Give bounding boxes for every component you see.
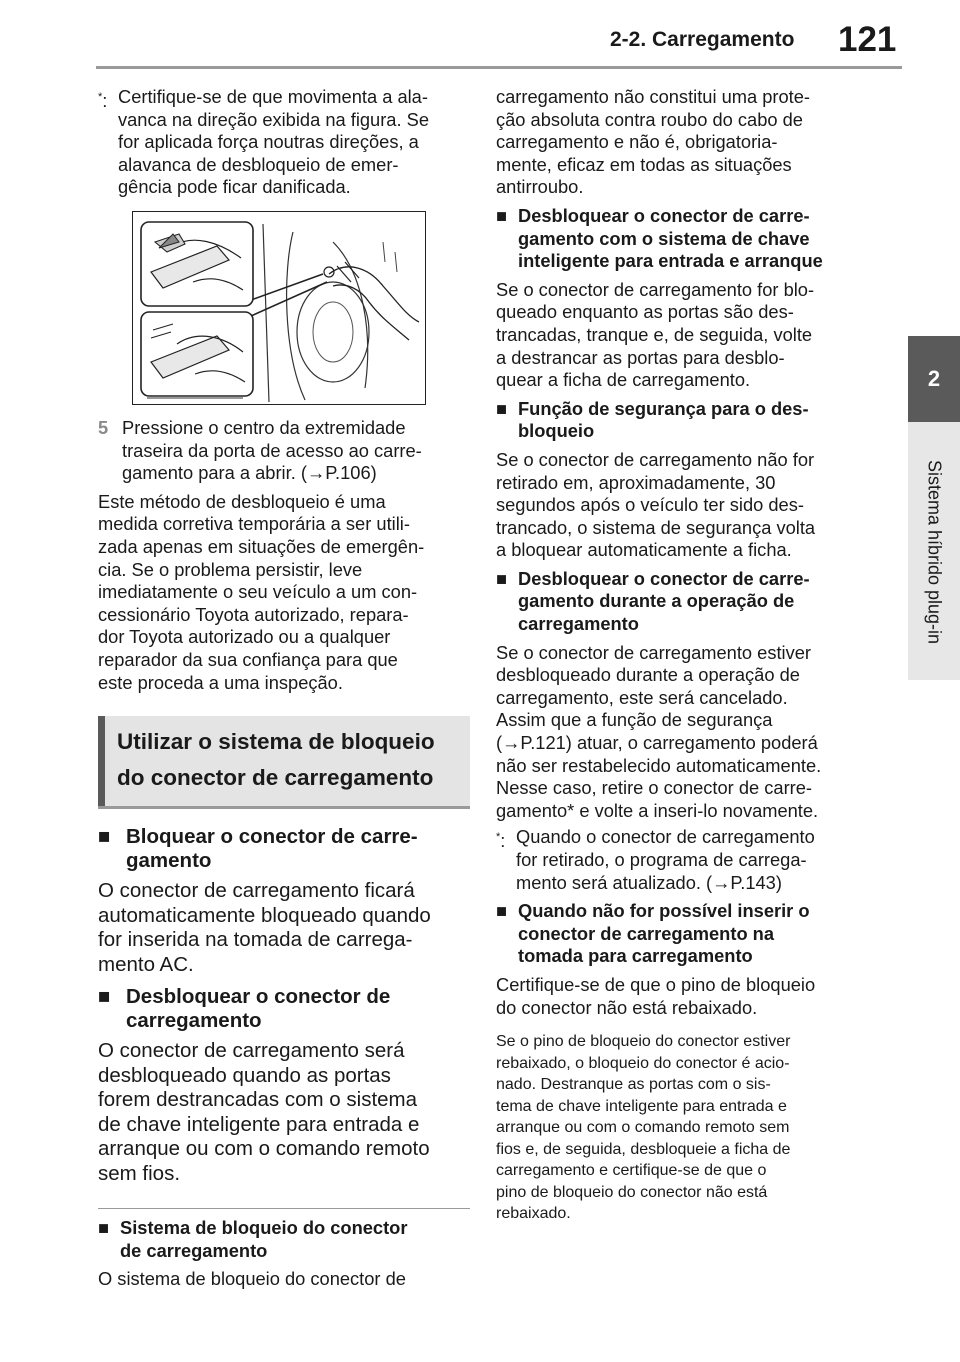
paragraph-lock-system — [98, 1268, 470, 1291]
text-line: segundos após o veículo ter sido des- — [496, 494, 804, 516]
illustration-release-lever — [132, 211, 426, 405]
text-line: este proceda a uma inspeção. — [98, 671, 343, 693]
text-line: O conector de carregamento será — [98, 1039, 405, 1063]
paragraph-antitheft — [496, 86, 866, 199]
text-line: alavanca de desbloqueio de emer- — [118, 153, 399, 175]
bullet-square-icon: ■ — [98, 1217, 110, 1239]
text-line: Desbloquear o conector de — [126, 985, 391, 1009]
text-line: mento será atualizado. (→P.143) — [516, 871, 782, 893]
header-divider — [96, 66, 902, 69]
paragraph-during-charging — [496, 642, 866, 823]
text-line: gamento para a abrir. (→P.106) — [122, 462, 377, 484]
text-line: gamento* e volte a inseri-lo novamente. — [496, 799, 819, 821]
chapter-tab-label: Sistema híbrido plug-in — [924, 459, 945, 645]
text-line: arranque ou com o comando remoto — [98, 1137, 430, 1161]
text-line: Quando não for possível inserir o — [518, 900, 810, 922]
subheading-during-charging — [496, 568, 866, 636]
text-line: reparador da sua confiança para que — [98, 648, 398, 670]
text-line: automaticamente bloqueado quando — [98, 903, 431, 927]
chapter-number-tab: 2 — [908, 336, 960, 422]
text-line: Desbloquear o conector de carre- — [518, 567, 810, 589]
section-heading-line: do conector de carregamento — [117, 765, 434, 791]
left-column — [98, 86, 470, 1291]
page-number: 121 — [838, 20, 897, 59]
subheading-safety — [496, 398, 866, 443]
text-line: traseira da porta de acesso ao carre- — [122, 439, 422, 461]
text-line: sem fios. — [98, 1161, 181, 1185]
section-title: 2-2. Carregamento — [610, 28, 795, 51]
text-line: desbloqueado durante a operação de — [496, 664, 800, 686]
text-line: não ser restabelecido automaticamente. — [496, 754, 822, 776]
text-line: Se o conector de carregamento for blo- — [496, 278, 815, 300]
text-line: mente, eficaz em todas as situações — [496, 153, 792, 175]
section-divider — [98, 806, 470, 809]
text-line: trancadas, tranque e, de seguida, volte — [496, 323, 813, 345]
text-line: ção absoluta contra roubo do cabo de — [496, 108, 803, 130]
text-line: O sistema de bloqueio do conector de — [98, 1268, 406, 1290]
text-line: O conector de carregamento ficará — [98, 879, 415, 903]
text-line: carregamento não constitui uma prote- — [496, 86, 810, 107]
text-line: a destrancar as portas para desblo- — [496, 346, 785, 368]
text-line: cessionário Toyota autorizado, repara- — [98, 603, 409, 625]
subheading-smart-key — [496, 205, 866, 273]
footnote-mark: *: — [98, 90, 108, 112]
text-line: Se o conector de carregamento não for — [496, 448, 815, 470]
text-line: Quando o conector de carregamento — [516, 826, 815, 848]
paragraph-unlock — [98, 1039, 470, 1186]
paragraph-lock — [98, 879, 470, 977]
text-line: carregamento e certifique-se de que o — [496, 1162, 767, 1180]
text-line: Este método de desbloqueio é uma — [98, 490, 386, 512]
text-line: desbloqueado quando as portas — [98, 1063, 391, 1087]
text-line: Nesse caso, retire o conector de carre- — [496, 777, 812, 799]
text-line: gência pode ficar danificada. — [118, 176, 351, 198]
text-line: forem destrancadas com o sistema — [98, 1088, 418, 1112]
text-line: de chave inteligente para entrada e — [98, 1112, 420, 1136]
text-line: trancado, o sistema de segurança volta — [496, 516, 816, 538]
text-line: Certifique-se de que movimenta a ala- — [118, 86, 428, 107]
right-column — [496, 86, 866, 1225]
text-line: queado enquanto as portas são des- — [496, 301, 794, 323]
illustration-svg — [133, 212, 425, 404]
bullet-square-icon: ■ — [496, 567, 508, 589]
text-line: do conector não está rebaixado. — [496, 996, 758, 1018]
text-line: tema de chave inteligente para entrada e — [496, 1097, 787, 1115]
section-heading-line: Utilizar o sistema de bloqueio — [117, 729, 435, 755]
step-5 — [98, 417, 470, 485]
text-line: gamento — [126, 849, 212, 873]
footnote-program — [496, 826, 866, 894]
text-line: conector de carregamento na — [518, 922, 775, 944]
text-line: Pressione o centro da extremidade — [122, 416, 406, 438]
text-line: mento AC. — [98, 952, 194, 976]
text-line: carregamento — [126, 1009, 262, 1033]
text-line: Desbloquear o conector de carre- — [518, 204, 810, 226]
text-line: nado. Destranque as portas com o sis- — [496, 1076, 771, 1094]
text-line: zada apenas em situações de emergên- — [98, 535, 425, 557]
subheading-lock — [98, 825, 470, 873]
chapter-tab — [908, 422, 960, 680]
text-line: fios e, de seguida, desbloqueie a ficha de — [496, 1140, 791, 1158]
subheading-unlock — [98, 985, 470, 1033]
text-line: gamento durante a operação de — [518, 590, 795, 612]
footnote-mark: *: — [496, 830, 506, 852]
text-line: Certifique-se de que o pino de bloqueio — [496, 973, 816, 995]
notes-divider — [98, 1208, 470, 1209]
text-line: de carregamento — [120, 1239, 268, 1261]
text-line: Se o conector de carregamento estiver — [496, 641, 812, 663]
text-line: rebaixado. — [496, 1205, 571, 1223]
text-line: Se o pino de bloqueio do conector estiver — [496, 1033, 791, 1051]
bullet-square-icon: ■ — [496, 397, 508, 419]
text-line: carregamento, este será cancelado. — [496, 686, 788, 708]
text-line: a bloquear automaticamente a ficha. — [496, 539, 792, 561]
text-line: arranque ou com o comando remoto sem — [496, 1119, 790, 1137]
section-heading — [98, 716, 470, 806]
text-line: rebaixado, o bloqueio do conector é acio- — [496, 1054, 790, 1072]
text-line: for retirado, o programa de carrega- — [516, 849, 807, 870]
text-line: (→P.121) atuar, o carregamento poderá — [496, 732, 818, 754]
text-line: Função de segurança para o des- — [518, 397, 809, 419]
text-line: dor Toyota autorizado ou a qualquer — [98, 626, 391, 648]
paragraph-emergency — [98, 491, 470, 694]
text-line: quear a ficha de carregamento. — [496, 369, 751, 391]
bullet-square-icon: ■ — [98, 985, 111, 1009]
text-line: antirroubo. — [496, 176, 584, 198]
text-line: retirado em, aproximadamente, 30 — [496, 471, 776, 493]
text-line: Assim que a função de segurança — [496, 709, 773, 731]
paragraph-safety — [496, 449, 866, 562]
paragraph-smart-key — [496, 279, 866, 392]
text-line: for aplicada força noutras direções, a — [118, 131, 419, 153]
text-line: inteligente para entrada e arranque — [518, 250, 823, 272]
text-line: cia. Se o problema persistir, leve — [98, 558, 363, 580]
subheading-lock-system — [98, 1217, 470, 1262]
text-line: gamento com o sistema de chave — [518, 227, 810, 249]
text-line: pino de bloqueio do conector não está — [496, 1183, 768, 1201]
bullet-square-icon: ■ — [496, 204, 508, 226]
text-line: medida corretiva temporária a ser utili- — [98, 513, 410, 535]
step-number: 5 — [98, 416, 109, 438]
bullet-square-icon: ■ — [496, 900, 508, 922]
text-line: imediatamente o seu veículo a um con- — [98, 581, 418, 603]
text-line: Sistema de bloqueio do conector — [120, 1217, 408, 1239]
text-line: tomada para carregamento — [518, 945, 753, 967]
text-line: vanca na direção exibida na figura. Se — [118, 108, 429, 130]
bullet-square-icon: ■ — [98, 825, 111, 849]
text-line: Bloquear o conector de carre- — [126, 825, 418, 849]
footnote-lever — [98, 86, 470, 199]
text-line: bloqueio — [518, 420, 595, 442]
subheading-cannot-insert — [496, 900, 866, 968]
text-line: carregamento — [518, 613, 639, 635]
text-line: carregamento e não é, obrigatoria- — [496, 131, 778, 153]
text-line: for inserida na tomada de carrega- — [98, 928, 413, 952]
paragraph-lock-pin — [496, 1031, 866, 1225]
paragraph-cannot-insert — [496, 974, 866, 1019]
